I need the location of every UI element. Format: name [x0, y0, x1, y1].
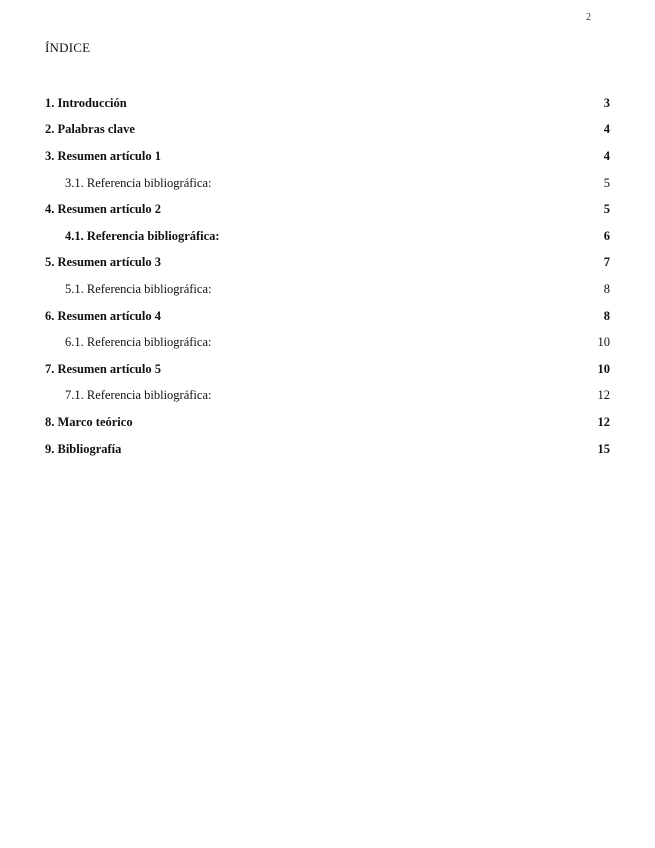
toc-entry-resumen-articulo-3[interactable] — [45, 250, 610, 277]
toc-entry-resumen-articulo-4[interactable] — [45, 303, 610, 330]
toc-title: ÍNDICE — [45, 40, 91, 55]
toc-entry-label: 7.1. Referencia bibliográfica: — [65, 388, 212, 403]
toc-entry-page: 5 — [603, 202, 610, 217]
toc-entry-label: 5. Resumen artículo 3 — [45, 255, 161, 270]
toc-entry-page: 10 — [597, 335, 610, 350]
toc-entry-label: 8. Marco teórico — [45, 414, 133, 429]
toc-entry-bibliografia[interactable] — [45, 436, 610, 463]
toc-entry-page: 4 — [603, 148, 610, 163]
toc-entry-label: 6. Resumen artículo 4 — [45, 308, 161, 323]
toc-entry-label: 1. Introducción — [45, 95, 127, 110]
toc-entry-page: 8 — [603, 281, 610, 296]
toc-entry-label: 6.1. Referencia bibliográfica: — [65, 335, 212, 350]
toc-entry-page: 12 — [597, 414, 610, 429]
toc-entry-marco-teorico[interactable] — [45, 409, 610, 436]
toc-entry-label: 7. Resumen artículo 5 — [45, 361, 161, 376]
toc-entry-label: 5.1. Referencia bibliográfica: — [65, 281, 212, 296]
toc-entry-referencia-3-1[interactable] — [45, 170, 610, 197]
toc-entry-label: 3. Resumen artículo 1 — [45, 148, 161, 163]
toc-entry-referencia-4-1[interactable] — [45, 223, 610, 250]
toc-entry-page: 3 — [603, 95, 610, 110]
toc-entry-palabras-clave[interactable] — [45, 117, 610, 144]
toc-entry-referencia-5-1[interactable] — [45, 276, 610, 303]
toc-entry-label: 9. Bibliografía — [45, 441, 122, 456]
toc-entry-page: 10 — [597, 361, 610, 376]
toc-entry-page: 4 — [603, 122, 610, 137]
toc-entry-page: 6 — [603, 228, 610, 243]
toc-entry-referencia-7-1[interactable] — [45, 383, 610, 410]
toc-entry-page: 7 — [603, 255, 610, 270]
toc-entry-page: 8 — [603, 308, 610, 323]
toc-entry-label: 3.1. Referencia bibliográfica: — [65, 175, 212, 190]
toc-entry-referencia-6-1[interactable] — [45, 329, 610, 356]
toc-entry-resumen-articulo-5[interactable] — [45, 356, 610, 383]
toc-entry-resumen-articulo-2[interactable] — [45, 196, 610, 223]
toc-entry-page: 15 — [597, 441, 610, 456]
table-of-contents — [45, 90, 610, 462]
toc-entry-label: 2. Palabras clave — [45, 122, 135, 137]
toc-entry-page: 5 — [603, 175, 610, 190]
toc-entry-page: 12 — [597, 388, 610, 403]
toc-entry-label: 4. Resumen artículo 2 — [45, 202, 161, 217]
toc-entry-resumen-articulo-1[interactable] — [45, 143, 610, 170]
toc-entry-introduccion[interactable] — [45, 90, 610, 117]
page-number: 2 — [586, 12, 591, 23]
toc-entry-label: 4.1. Referencia bibliográfica: — [65, 228, 220, 243]
